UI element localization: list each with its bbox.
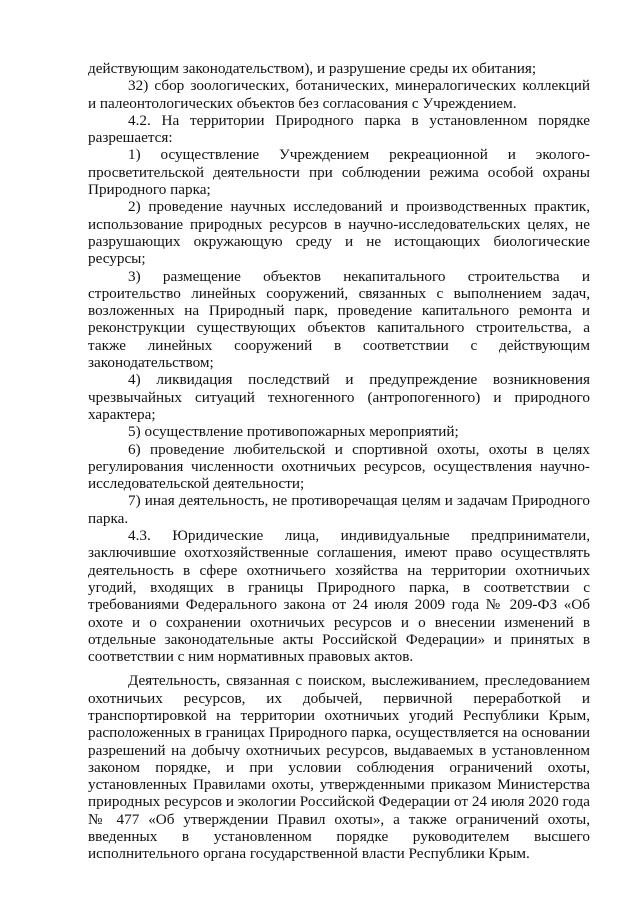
paragraph-item-5: 5) осуществление противопожарных мероприятий; [128, 423, 459, 441]
paragraph-item-6: 6) проведение любительской и спортивной охоты, охоты в целях регулирования численности охотничьих ресурсов, осуществления научно-исследовательской деятельности; [88, 440, 590, 493]
paragraph-item-32: 32) сбор зоологических, ботанических, минералогических коллекций и палеонтологических объектов без согласования с Учреждением. [88, 77, 590, 112]
paragraph-item-1: 1) осуществление Учреждением рекреационной и эколого-просветительской деятельности при соблюдении режима особой охраны Природного парка; [88, 146, 590, 199]
paragraph-item-2: 2) проведение научных исследований и производственных практик, использование природных ресурсов в научно-исследовательских целях, не разрушающих окружающую среду и не истощающих биологические ресурсы; [88, 198, 590, 268]
document-page [88, 60, 590, 863]
paragraph-section-4-2: 4.2. На территории Природного парка в установленном порядке разрешается: [88, 111, 590, 147]
paragraph-section-4-3: 4.3. Юридические лица, индивидуальные предприниматели, заключившие охотхозяйственные соглашения, имеют право осуществлять деятельность в сфере охотничьего хозяйства на территории охотничьих угодий, входящих в границы Природного парка, в соответствии с требованиями Федерального закона от 24 июля 2009 года № 209-ФЗ «Об охоте и о сохранении охотничьих ресурсов и о внесении изменений в отдельные законодательные акты Российской Федерации» и принятых в соответствии с ним нормативных правовых актов. [88, 527, 590, 666]
paragraph-item-4: 4) ликвидация последствий и предупреждение возникновения чрезвычайных ситуаций техногенного (антропогенного) и природного характера; [88, 371, 590, 423]
paragraph-item-3: 3) размещение объектов некапитального строительства и строительство линейных сооружений, связанных с выполнением задач, возложенных на Природный парк, проведение капитального ремонта и реконструкции существующих объектов капитального строительства, а также линейных сооружений в соответствии с действующим законодательством; [88, 267, 590, 372]
paragraph-item-7: 7) иная деятельность, не противоречащая целям и задачам Природного парка. [88, 492, 590, 527]
paragraph-hunting-activity: Деятельность, связанная с поиском, выслеживанием, преследованием охотничьих ресурсов, их добычей, первичной переработкой и транспортировкой на территории охотничьих угодий Республики Крым, расположенных в границах Природного парка, осуществляется на основании разрешений на добычу охотничьих ресурсов, выдаваемых в установленном законом порядке, и при условии соблюдения ограничений охоты, установленных Правилами охоты, утвержденными приказом Министерства природных ресурсов и экологии Российской Федерации от 24 июля 2020 года № 477 «Об утверждении Правил охоты», а также ограничений охоты, введенных в установленном порядке руководителем высшего исполнительного органа государственной власти Республики Крым. [88, 672, 590, 863]
paragraph-continuation: действующим законодательством), и разрушение среды их обитания; [88, 60, 537, 77]
